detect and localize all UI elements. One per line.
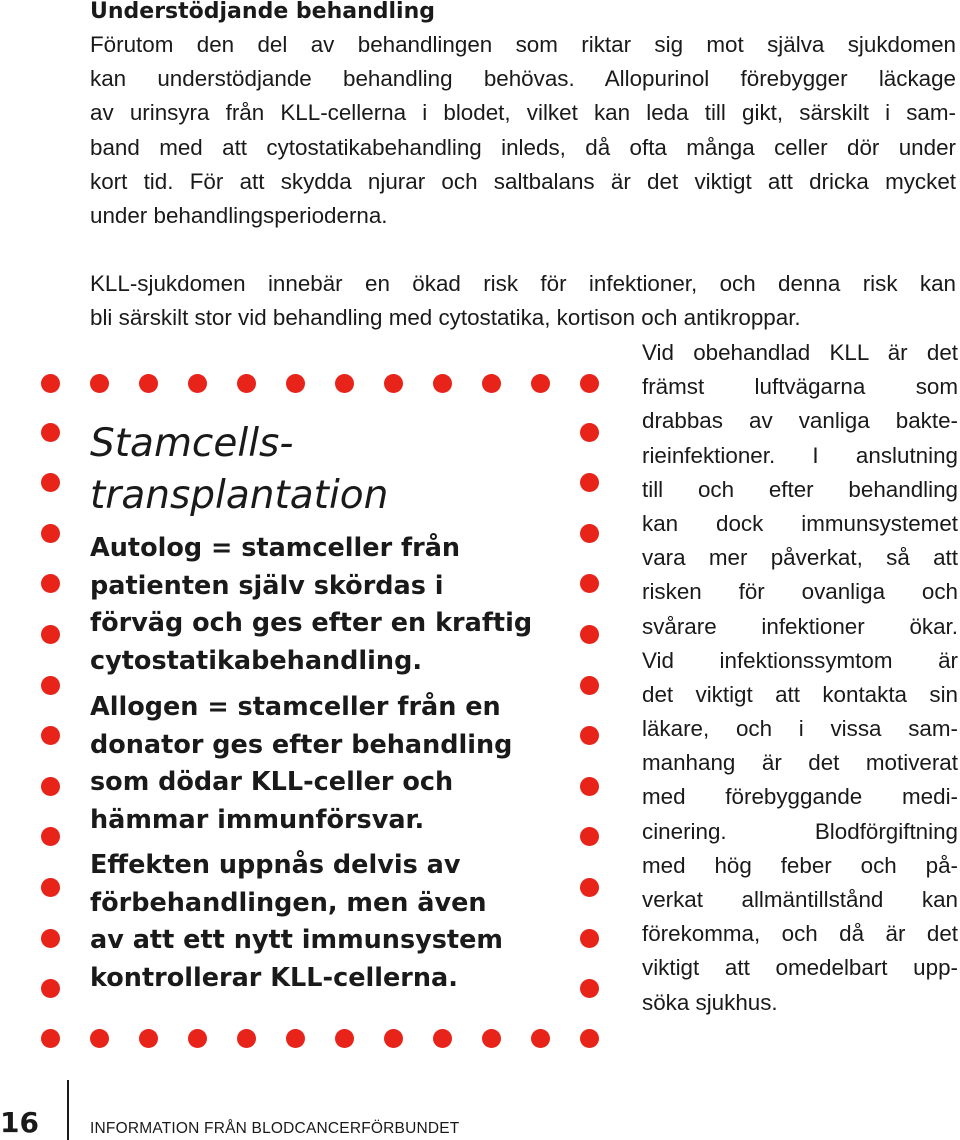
- text-line: Effekten uppnås delvis av: [90, 850, 461, 880]
- text-line: under behandlingsperioderna.: [90, 202, 388, 228]
- text-line: bli särskilt stor vid behandling med cytostatika, kortison och antikroppar.: [90, 305, 801, 331]
- border-dot: [286, 374, 305, 393]
- text-line: kontrollerar KLL-cellerna.: [90, 962, 458, 993]
- border-dot: [580, 625, 599, 644]
- text-line: förbehandlingen, men även: [90, 887, 487, 918]
- right-column-text: [642, 336, 958, 1020]
- border-dot: [580, 524, 599, 543]
- border-dot: [580, 827, 599, 846]
- text-line: som dödar KLL-celler och: [90, 767, 454, 798]
- text-line: med hög feber och på-: [642, 852, 958, 878]
- border-dot: [90, 1029, 109, 1048]
- text-line: söka sjukhus.: [642, 989, 778, 1015]
- text-line: patienten själv skördas i: [90, 570, 444, 601]
- border-dot: [41, 524, 60, 543]
- border-dot: [482, 1029, 501, 1048]
- border-dot: [41, 878, 60, 897]
- border-dot: [482, 374, 501, 393]
- text-line: läkare, och i vissa sam-: [642, 716, 958, 742]
- text-line: vara mer påverkat, så att: [642, 545, 958, 571]
- border-dot: [580, 374, 599, 393]
- border-dot: [139, 1029, 158, 1048]
- border-dot: [580, 574, 599, 593]
- border-dot: [433, 374, 452, 393]
- text-line: förväg och ges efter en kraftig: [90, 608, 533, 639]
- text-line: manhang är det motiverat: [642, 750, 958, 776]
- border-dot: [286, 1029, 305, 1048]
- text-line: Förutom den del av behandlingen som riktar sig mot själva sjukdomen: [90, 32, 956, 57]
- box-effect-text: [90, 847, 560, 997]
- border-dot: [580, 979, 599, 998]
- text-line: rieinfektioner. I anslutning: [642, 442, 958, 468]
- text-line: svårare infektioner ökar.: [642, 613, 958, 639]
- border-dot: [580, 726, 599, 745]
- text-line: av urinsyra från KLL-cellerna i blodet, vilket kan leda till gikt, särskilt i sam-: [90, 100, 956, 126]
- border-dot: [580, 1029, 599, 1048]
- border-dot: [41, 1029, 60, 1048]
- box-title-line: Stamcells-: [90, 421, 294, 466]
- text-line: kort tid. För att skydda njurar och saltbalans är det viktigt att dricka mycket: [90, 168, 956, 194]
- border-dot: [580, 777, 599, 796]
- infection-risk-paragraph: [90, 267, 956, 335]
- page-number: 16: [0, 1106, 39, 1139]
- footer-publisher: INFORMATION FRÅN BLODCANCERFÖRBUNDET: [90, 1120, 460, 1137]
- text-line: till och efter behandling: [642, 476, 958, 502]
- text-line: kan understödjande behandling behövas. Allopurinol förebygger läckage: [90, 66, 956, 92]
- border-dot: [188, 374, 207, 393]
- text-line: cinering. Blodförgiftning: [642, 818, 958, 844]
- border-dot: [335, 374, 354, 393]
- border-dot: [41, 777, 60, 796]
- border-dot: [384, 1029, 403, 1048]
- border-dot: [41, 676, 60, 695]
- border-dot: [90, 374, 109, 393]
- text-line: Allogen = stamceller från en: [90, 692, 501, 722]
- border-dot: [41, 929, 60, 948]
- text-line: KLL-sjukdomen innebär en ökad risk för infektioner, och denna risk kan: [90, 271, 956, 296]
- border-dot: [531, 1029, 550, 1048]
- text-line: det viktigt att kontakta sin: [642, 681, 958, 707]
- text-line: av att ett nytt immunsystem: [90, 925, 503, 956]
- border-dot: [237, 374, 256, 393]
- text-line: viktigt att omedelbart upp-: [642, 955, 958, 981]
- text-line: verkat allmäntillstånd kan: [642, 887, 958, 912]
- text-line: drabbas av vanliga bakte-: [642, 408, 958, 434]
- border-dot: [384, 374, 403, 393]
- text-line: band med att cytostatikabehandling inleds, då ofta många celler dör under: [90, 134, 956, 160]
- box-autolog-text: [90, 530, 560, 680]
- section-heading: Understödjande behandling: [90, 0, 435, 24]
- border-dot: [335, 1029, 354, 1048]
- text-line: kan dock immunsystemet: [642, 510, 958, 536]
- border-dot: [188, 1029, 207, 1048]
- intro-paragraph: [90, 28, 956, 233]
- border-dot: [41, 374, 60, 393]
- border-dot: [41, 574, 60, 593]
- footer-divider: [67, 1080, 69, 1140]
- text-line: cytostatikabehandling.: [90, 645, 423, 676]
- border-dot: [237, 1029, 256, 1048]
- border-dot: [580, 423, 599, 442]
- text-line: Autolog = stamceller från: [90, 533, 461, 563]
- border-dot: [531, 374, 550, 393]
- border-dot: [433, 1029, 452, 1048]
- text-line: förekomma, och då är det: [642, 921, 958, 947]
- border-dot: [580, 878, 599, 897]
- text-line: risken för ovanliga och: [642, 579, 958, 605]
- text-line: med förebyggande medi-: [642, 784, 958, 810]
- text-line: hämmar immunförsvar.: [90, 804, 425, 835]
- border-dot: [41, 473, 60, 492]
- border-dot: [41, 625, 60, 644]
- box-title: [90, 418, 388, 522]
- text-line: Vid obehandlad KLL är det: [642, 340, 958, 365]
- border-dot: [139, 374, 158, 393]
- border-dot: [41, 726, 60, 745]
- border-dot: [580, 676, 599, 695]
- box-allogen-text: [90, 689, 560, 839]
- border-dot: [580, 473, 599, 492]
- border-dot: [41, 979, 60, 998]
- text-line: främst luftvägarna som: [642, 374, 958, 400]
- border-dot: [41, 423, 60, 442]
- text-line: donator ges efter behandling: [90, 729, 513, 760]
- border-dot: [580, 929, 599, 948]
- border-dot: [41, 827, 60, 846]
- box-title-line: transplantation: [90, 473, 389, 518]
- text-line: Vid infektionssymtom är: [642, 647, 958, 673]
